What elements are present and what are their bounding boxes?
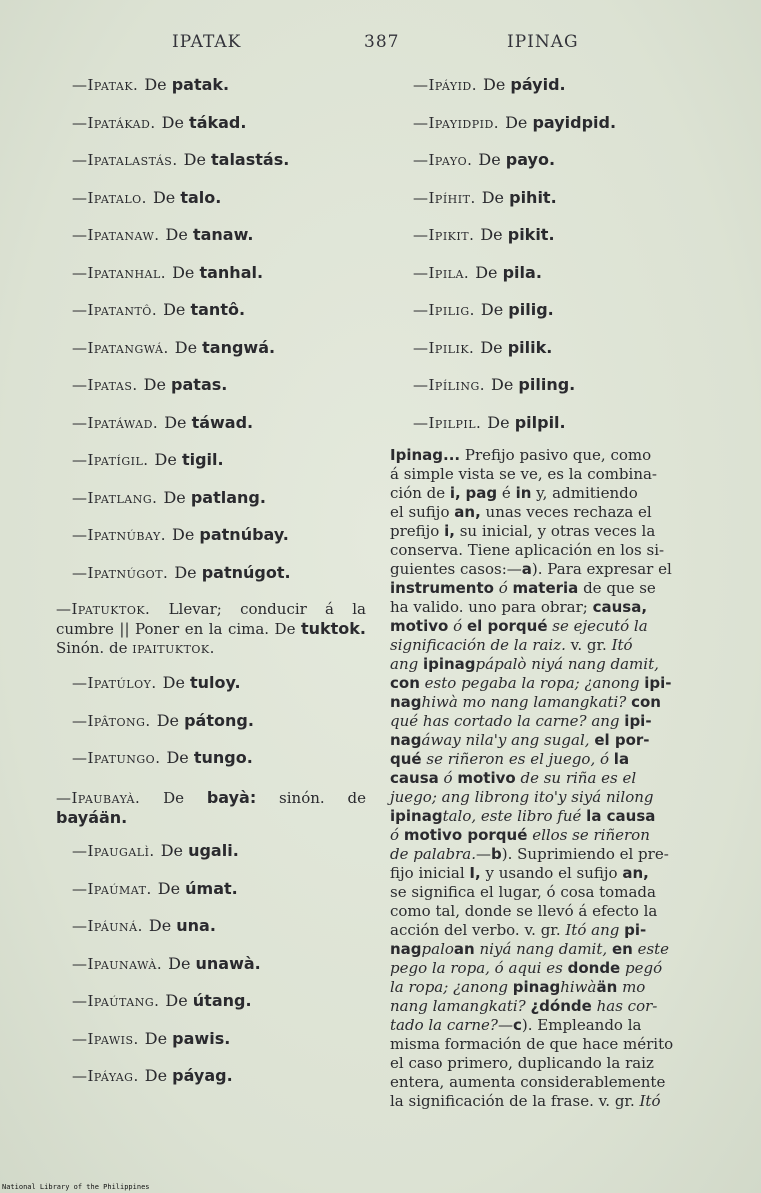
headword: —Ipatak. bbox=[72, 76, 139, 94]
paragraph-line bbox=[390, 864, 698, 883]
text: conserva. Tiene aplicación en los si- bbox=[390, 541, 665, 559]
de-label: De bbox=[505, 112, 533, 132]
headword: —Ipatas. bbox=[72, 376, 138, 394]
synonym-label: sinón. de bbox=[256, 789, 366, 807]
bold-term: la causa bbox=[586, 807, 656, 825]
text: guientes casos:— bbox=[390, 560, 522, 578]
headword: —Ipatáwad. bbox=[72, 413, 159, 432]
headword: —Ipilpil. bbox=[413, 413, 482, 432]
dictionary-entry bbox=[72, 220, 372, 258]
headword: —Ipilig. bbox=[413, 301, 475, 319]
paragraph-line bbox=[390, 769, 698, 788]
bold-term: b bbox=[491, 845, 502, 863]
italic-example: pego la ropa, ó aqui es bbox=[390, 959, 568, 977]
paragraph-line bbox=[390, 598, 698, 617]
headword: —Ipatígil. bbox=[72, 451, 149, 469]
text: Prefijo pasivo que, como bbox=[460, 446, 652, 464]
de-label: De bbox=[144, 75, 172, 94]
bold-term: nag bbox=[390, 693, 422, 711]
root-word: patlang. bbox=[190, 487, 266, 507]
paragraph-line bbox=[390, 731, 698, 750]
headword: —Ipatlang. bbox=[72, 488, 158, 507]
headword: —Ipatanaw. bbox=[72, 226, 160, 244]
bold-term: ipi- bbox=[644, 674, 672, 692]
footer-credit: National Library of the Philippines bbox=[2, 1183, 150, 1191]
dictionary-entry bbox=[72, 370, 372, 408]
bold-term: ipinag bbox=[390, 807, 443, 825]
de-label: De bbox=[478, 150, 506, 169]
paragraph-line bbox=[390, 750, 698, 769]
dictionary-entry bbox=[72, 445, 372, 483]
text: v. gr. bbox=[565, 636, 612, 654]
root-word: ugali. bbox=[188, 841, 239, 860]
bold-term: i, bbox=[444, 522, 455, 540]
synonym-label: Sinón. de bbox=[56, 639, 133, 657]
italic-example: se ejecutó la bbox=[552, 617, 648, 635]
de-label: De bbox=[162, 673, 191, 692]
paragraph-line bbox=[390, 712, 698, 731]
definition-text: Llevar; conducir á la cumbre || Poner en la cima. De bbox=[56, 600, 366, 638]
headword: —Ipatungo. bbox=[72, 749, 161, 767]
left-entry-list-1 bbox=[72, 70, 372, 595]
bold-term: än bbox=[596, 978, 618, 996]
root-word: payo. bbox=[505, 150, 556, 169]
de-label: De bbox=[154, 450, 182, 469]
root-word: pilpil. bbox=[514, 412, 566, 432]
headword: —Ipíhit. bbox=[413, 188, 476, 207]
text: á simple vista se ve, es la combina- bbox=[390, 465, 657, 483]
dictionary-entry bbox=[72, 483, 372, 521]
root-word: piling. bbox=[518, 375, 576, 394]
root-word: úmat. bbox=[185, 878, 238, 898]
paragraph-line bbox=[390, 997, 698, 1016]
dictionary-entry bbox=[413, 183, 713, 221]
root-word: pátong. bbox=[184, 710, 254, 730]
root-word: tungo. bbox=[193, 748, 253, 767]
paragraph-line bbox=[390, 959, 698, 978]
paragraph-line bbox=[390, 636, 698, 655]
italic-example: palo bbox=[421, 940, 454, 958]
text: la significación de la frase. v. gr. bbox=[390, 1092, 640, 1110]
right-entry-list bbox=[413, 70, 713, 445]
text: entera, aumenta considerablemente bbox=[390, 1073, 666, 1091]
italic-example: ang bbox=[390, 655, 423, 673]
headword: —Ipaunawà. bbox=[72, 954, 163, 973]
headword: —Ipayidpid. bbox=[413, 113, 500, 132]
text: — bbox=[497, 1016, 513, 1034]
root-word: tanhal. bbox=[199, 262, 264, 282]
root-word: pihit. bbox=[509, 187, 557, 207]
italic-example: hiwà bbox=[560, 978, 597, 996]
root-word: patnúgot. bbox=[201, 562, 291, 582]
headword: —Ipatúloy. bbox=[72, 674, 157, 692]
de-label: De bbox=[157, 878, 186, 898]
paragraph-line bbox=[390, 807, 698, 826]
left-entry-list-2 bbox=[72, 668, 372, 781]
paragraph-line bbox=[390, 940, 698, 959]
paragraph-line bbox=[390, 845, 698, 864]
de-label: De bbox=[487, 412, 515, 432]
text: é bbox=[497, 484, 516, 502]
root-word: unawà. bbox=[195, 953, 261, 973]
dictionary-entry bbox=[72, 558, 372, 596]
paragraph-line bbox=[390, 1073, 698, 1092]
paragraph-line bbox=[390, 484, 698, 503]
running-head-left: IPATAK bbox=[172, 32, 242, 52]
paragraph-line bbox=[390, 883, 698, 902]
de-label: De bbox=[183, 150, 211, 169]
italic-example: Itó bbox=[611, 636, 633, 654]
root-word: páyag. bbox=[172, 1066, 233, 1085]
italic-example: mo bbox=[622, 978, 646, 996]
bold-term: pinag bbox=[512, 978, 561, 996]
root-word: tigil. bbox=[181, 450, 224, 469]
root-word: una. bbox=[176, 916, 216, 935]
de-label: De bbox=[143, 375, 172, 394]
paragraph-line bbox=[390, 1054, 698, 1073]
bold-term: an, bbox=[454, 503, 481, 521]
italic-example: hiwà mo nang lamangkati? bbox=[421, 693, 627, 711]
de-label: De bbox=[144, 1066, 173, 1085]
dictionary-entry bbox=[413, 70, 713, 108]
root-word: pilig. bbox=[508, 300, 554, 319]
italic-example: esto pegaba la ropa; ¿anong bbox=[424, 674, 645, 692]
de-label: De bbox=[480, 225, 508, 244]
de-label: De bbox=[475, 262, 503, 282]
bold-term: pag bbox=[465, 484, 498, 502]
paragraph-line bbox=[390, 503, 698, 522]
text: ). Empleando la bbox=[521, 1016, 642, 1034]
dictionary-entry bbox=[72, 408, 372, 446]
de-label: De bbox=[156, 710, 185, 730]
de-label: De bbox=[163, 300, 191, 319]
paragraph-line bbox=[390, 522, 698, 541]
dictionary-entry bbox=[72, 1061, 372, 1099]
bold-term: Ipinag... bbox=[390, 446, 461, 464]
dictionary-entry bbox=[72, 108, 372, 146]
de-label: De bbox=[172, 262, 200, 282]
bold-term: c bbox=[512, 1016, 522, 1034]
dictionary-entry bbox=[413, 258, 713, 296]
dictionary-entry bbox=[72, 333, 372, 371]
text: su inicial, y otras veces la bbox=[454, 522, 656, 540]
headword: —Ipâtong. bbox=[72, 711, 151, 730]
root-word: tákad. bbox=[189, 112, 247, 132]
headword: —Ipáuná. bbox=[72, 917, 143, 935]
paragraph-line bbox=[390, 826, 698, 845]
headword: —Ipíling. bbox=[413, 376, 486, 394]
text: ). Suprimiendo el pre- bbox=[501, 845, 669, 863]
text: prefijo bbox=[390, 522, 445, 540]
italic-example: áway nila'y ang sugal, bbox=[421, 731, 590, 749]
dictionary-entry bbox=[72, 836, 372, 874]
de-label: De bbox=[483, 75, 511, 94]
headword: —Ipatnúbay. bbox=[72, 526, 167, 544]
bold-term: con bbox=[390, 674, 420, 692]
text: unas veces rechaza el bbox=[480, 503, 652, 521]
bold-term: motivo bbox=[457, 769, 516, 787]
de-label: De bbox=[163, 487, 191, 507]
bold-term: instrumento bbox=[390, 579, 494, 597]
bold-term: causa bbox=[390, 769, 439, 787]
italic-example: la ropa; ¿anong bbox=[390, 978, 513, 996]
italic-example: pegó bbox=[625, 959, 663, 977]
de-label: De bbox=[160, 841, 189, 860]
dictionary-entry bbox=[72, 520, 372, 558]
root-word: táwad. bbox=[191, 412, 254, 432]
dictionary-entry bbox=[72, 668, 372, 706]
text: — bbox=[476, 845, 492, 863]
de-label: De bbox=[152, 187, 181, 207]
headword: —Ipila. bbox=[413, 263, 470, 282]
headword: —Ipaubayà. bbox=[56, 789, 141, 807]
root-word: pawis. bbox=[172, 1028, 231, 1048]
bold-term: qué bbox=[390, 750, 422, 768]
italic-example: ó bbox=[443, 769, 453, 787]
dictionary-entry bbox=[72, 295, 372, 333]
root-word: patak. bbox=[171, 75, 230, 94]
entry-ipatuktok bbox=[56, 600, 366, 658]
bold-term: nag bbox=[390, 731, 422, 749]
de-label: De bbox=[148, 916, 177, 935]
dictionary-entry bbox=[72, 743, 372, 781]
headword: —Ipaúmat. bbox=[72, 879, 152, 898]
bold-term: con bbox=[631, 693, 661, 711]
headword: —Ipaútang. bbox=[72, 992, 160, 1010]
bold-term: a bbox=[521, 560, 532, 578]
text: como tal, donde se llevó á efecto la bbox=[390, 902, 658, 920]
italic-example: Itó ang bbox=[565, 921, 625, 939]
paragraph-line bbox=[390, 1016, 698, 1035]
page-number: 387 bbox=[364, 32, 400, 52]
de-label: De bbox=[174, 562, 202, 582]
de-label: De bbox=[164, 412, 192, 432]
de-label: De bbox=[166, 748, 194, 767]
de-label: De bbox=[161, 112, 190, 132]
text: fijo inicial bbox=[390, 864, 470, 882]
italic-example: ó bbox=[498, 579, 508, 597]
dictionary-entry bbox=[72, 949, 372, 987]
root-word: bayà: bbox=[206, 788, 257, 807]
paragraph-line bbox=[390, 674, 698, 693]
bold-term: pi- bbox=[624, 921, 647, 939]
dictionary-entry bbox=[413, 370, 713, 408]
headword: —Ipatangwá. bbox=[72, 338, 169, 357]
de-label: De bbox=[480, 300, 509, 319]
text: misma formación de que hace mérito bbox=[390, 1035, 674, 1053]
root-word: patnúbay. bbox=[199, 525, 289, 544]
paragraph-line bbox=[390, 446, 698, 465]
bold-term: I, bbox=[469, 864, 481, 882]
headword: —Ipilik. bbox=[413, 338, 475, 357]
bold-term: an bbox=[453, 940, 475, 958]
dictionary-entry bbox=[413, 333, 713, 371]
headword: —Ipikit. bbox=[413, 226, 475, 244]
de-label: De bbox=[165, 225, 193, 244]
italic-example: este bbox=[637, 940, 670, 958]
root-word: payidpid. bbox=[532, 112, 617, 132]
italic-example: se riñeron es el juego, ó bbox=[426, 750, 614, 768]
bold-term: en bbox=[611, 940, 633, 958]
headword: —Ipatalo. bbox=[72, 188, 147, 207]
de-label: De bbox=[163, 789, 184, 807]
paragraph-line bbox=[390, 1092, 698, 1111]
bold-term: materia bbox=[512, 579, 579, 597]
text: de que se bbox=[578, 579, 656, 597]
entry-ipaubaya bbox=[56, 788, 366, 828]
italic-example: de palabra. bbox=[390, 845, 477, 863]
italic-example: ó bbox=[390, 826, 404, 844]
italic-example: pápalò niyá nang damit, bbox=[475, 655, 659, 673]
root-word: tuloy. bbox=[190, 673, 241, 692]
text: y, admitiendo bbox=[531, 484, 638, 502]
italic-example: juego; ang librong ito'y siyá nilong bbox=[390, 788, 654, 806]
headword: —Ipatnúgot. bbox=[72, 563, 169, 582]
text: ha valido. uno para obrar; bbox=[390, 598, 593, 616]
dictionary-entry bbox=[413, 295, 713, 333]
text: acción del verbo. v. gr. bbox=[390, 921, 566, 939]
root-word: tuktok. bbox=[300, 619, 366, 638]
de-label: De bbox=[165, 991, 193, 1010]
italic-example: significación de la raiz. bbox=[390, 636, 566, 654]
bold-term: el porqué bbox=[466, 617, 548, 635]
bold-term: ipinag bbox=[422, 655, 476, 673]
root-word: patas. bbox=[171, 375, 228, 394]
dictionary-entry bbox=[413, 108, 713, 146]
root-word: páyid. bbox=[510, 75, 566, 94]
de-label: De bbox=[480, 337, 508, 357]
paragraph-line bbox=[390, 788, 698, 807]
paragraph-line bbox=[390, 655, 698, 674]
synonym-word: ipaituktok. bbox=[132, 639, 215, 657]
root-word: tangwá. bbox=[202, 337, 276, 357]
bold-term: i, bbox=[449, 484, 461, 502]
bold-term: motivo bbox=[390, 617, 449, 635]
dictionary-entry bbox=[72, 986, 372, 1024]
italic-example: qué has cortado la carne? ang bbox=[390, 712, 625, 730]
paragraph-line bbox=[390, 978, 698, 997]
text: el sufijo bbox=[390, 503, 455, 521]
paragraph-line bbox=[390, 693, 698, 712]
italic-example: Itó bbox=[639, 1092, 661, 1110]
paragraph-line bbox=[390, 617, 698, 636]
text: y usando el sufijo bbox=[480, 864, 623, 882]
bold-term: la bbox=[613, 750, 630, 768]
text: el caso primero, duplicando la raiz bbox=[390, 1054, 654, 1072]
dictionary-entry bbox=[413, 220, 713, 258]
bold-term: an, bbox=[622, 864, 649, 882]
italic-example: de su riña es el bbox=[520, 769, 637, 787]
paragraph-line bbox=[390, 921, 698, 940]
de-label: De bbox=[481, 187, 510, 207]
left-entry-list-3 bbox=[72, 836, 372, 1099]
dictionary-entry bbox=[72, 258, 372, 296]
de-label: De bbox=[172, 525, 200, 544]
dictionary-entry bbox=[413, 408, 713, 446]
root-word: pilik. bbox=[507, 337, 553, 357]
de-label: De bbox=[174, 337, 203, 357]
de-label: De bbox=[168, 953, 196, 973]
root-word: talastás. bbox=[211, 150, 290, 169]
de-label: De bbox=[491, 375, 519, 394]
paragraph-line bbox=[390, 579, 698, 598]
dictionary-entry bbox=[413, 145, 713, 183]
paragraph-line bbox=[390, 1035, 698, 1054]
dictionary-entry bbox=[72, 183, 372, 221]
headword: —Ipáyag. bbox=[72, 1067, 139, 1085]
bold-term: donde bbox=[567, 959, 621, 977]
paragraph-line bbox=[390, 560, 698, 579]
de-label: De bbox=[144, 1028, 173, 1048]
running-head-right: IPINAG bbox=[507, 32, 579, 52]
text: ). Para expresar el bbox=[531, 560, 672, 578]
bold-term: in bbox=[515, 484, 532, 502]
dictionary-entry bbox=[72, 70, 372, 108]
dictionary-entry bbox=[72, 145, 372, 183]
headword: —Ipayo. bbox=[413, 151, 473, 169]
bold-term: ¿dónde bbox=[530, 997, 592, 1015]
headword: —Ipatalastás. bbox=[72, 151, 178, 169]
italic-example: has cor- bbox=[596, 997, 658, 1015]
bold-term: el por- bbox=[594, 731, 650, 749]
paragraph-line bbox=[390, 465, 698, 484]
dictionary-entry bbox=[72, 706, 372, 744]
bold-term: nag bbox=[390, 940, 422, 958]
italic-example: ó bbox=[453, 617, 463, 635]
root-word: útang. bbox=[192, 991, 252, 1010]
paragraph-line bbox=[390, 541, 698, 560]
headword: —Ipaugalì. bbox=[72, 842, 155, 860]
italic-example: niyá nang damit, bbox=[479, 940, 608, 958]
italic-example: talo, este libro fué bbox=[442, 807, 587, 825]
italic-example: tado la carne? bbox=[390, 1016, 498, 1034]
root-word: pila. bbox=[502, 262, 542, 282]
synonym-word: bayáän. bbox=[56, 808, 128, 827]
headword: —Ipawis. bbox=[72, 1029, 139, 1048]
root-word: tantô. bbox=[190, 300, 246, 319]
headword: —Ipatanhal. bbox=[72, 263, 167, 282]
text: ción de bbox=[390, 484, 450, 502]
text: se significa el lugar, ó cosa tomada bbox=[390, 883, 656, 901]
bold-term: motivo porqué bbox=[403, 826, 528, 844]
bold-term: causa, bbox=[592, 598, 648, 616]
entry-ipinag-paragraph bbox=[390, 446, 698, 1111]
dictionary-entry bbox=[72, 1024, 372, 1062]
headword: —Ipatuktok. bbox=[56, 600, 151, 618]
headword: —Ipáyid. bbox=[413, 76, 478, 94]
headword: —Ipatantô. bbox=[72, 301, 158, 319]
bold-term: ipi- bbox=[624, 712, 652, 730]
root-word: pikit. bbox=[507, 225, 555, 244]
headword: —Ipatákad. bbox=[72, 113, 156, 132]
paragraph-line bbox=[390, 902, 698, 921]
root-word: tanaw. bbox=[192, 225, 254, 244]
italic-example: ellos se riñeron bbox=[532, 826, 650, 844]
dictionary-entry bbox=[72, 874, 372, 912]
dictionary-entry bbox=[72, 911, 372, 949]
root-word: talo. bbox=[180, 187, 222, 207]
italic-example: nang lamangkati? bbox=[390, 997, 531, 1015]
